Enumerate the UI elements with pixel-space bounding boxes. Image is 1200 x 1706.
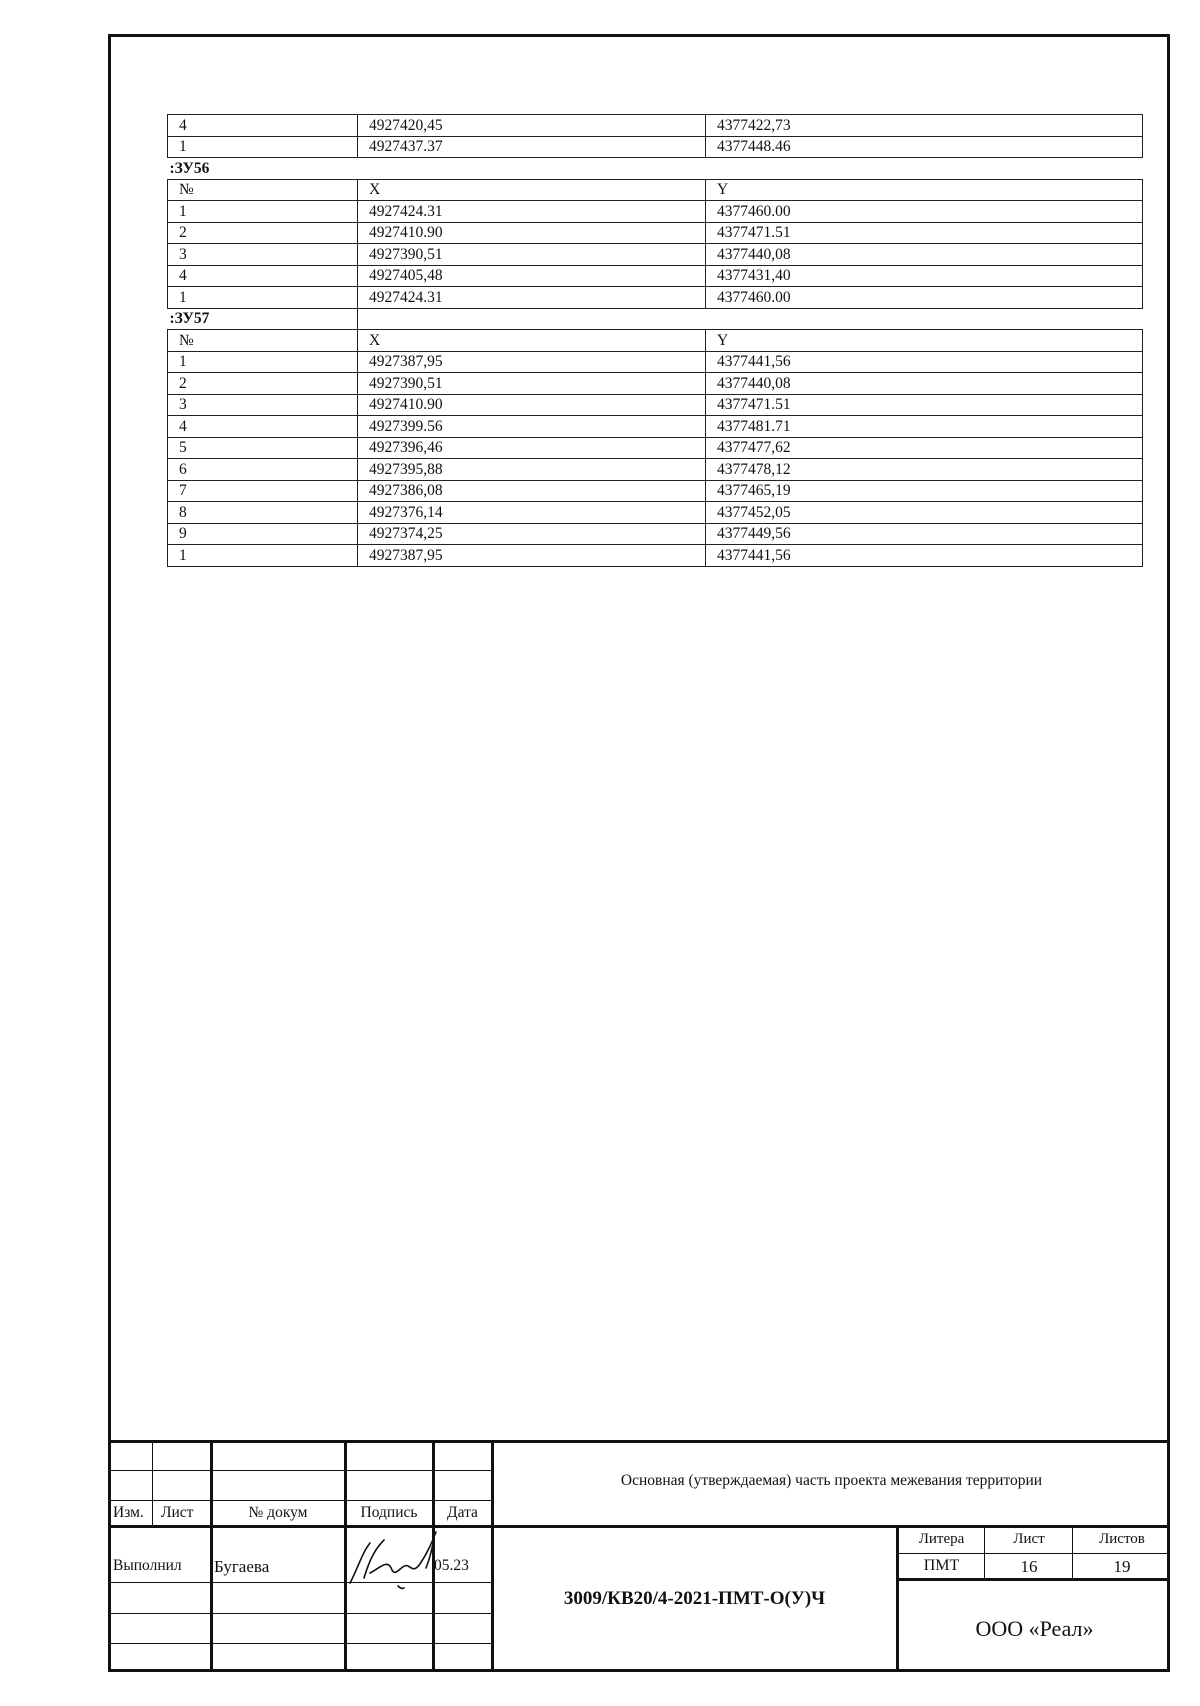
stamp-top-border [108, 1440, 1170, 1443]
point-number: 2 [168, 373, 358, 395]
coord-y: 4377460.00 [706, 201, 1143, 223]
section-title: :ЗУ57 [168, 308, 358, 330]
litera-value: ПМТ [923, 1557, 960, 1574]
stamp-divider [210, 1440, 213, 1672]
table-row [168, 502, 1143, 524]
table-row [168, 523, 1143, 545]
label-izm: Изм. [113, 1504, 144, 1521]
point-number: 1 [168, 136, 358, 158]
label-doc-number: № докум [248, 1504, 308, 1521]
header-number: № [168, 330, 358, 352]
total-sheets: 19 [1113, 1557, 1131, 1576]
coord-x: 4927410.90 [358, 394, 706, 416]
table-row [168, 287, 1143, 309]
coord-x: 4927390,51 [358, 373, 706, 395]
table-row [168, 222, 1143, 244]
header-y: Y [706, 330, 1143, 352]
coord-y: 4377449,56 [706, 523, 1143, 545]
coord-x: 4927405,48 [358, 265, 706, 287]
point-number: 1 [168, 351, 358, 373]
table-row [168, 480, 1143, 502]
header-x: X [358, 330, 706, 352]
point-number: 1 [168, 287, 358, 309]
coord-y: 4377460.00 [706, 287, 1143, 309]
coord-y: 4377440,08 [706, 373, 1143, 395]
point-number: 8 [168, 502, 358, 524]
sheets-label: Листов [1099, 1531, 1145, 1547]
table-header [168, 330, 1143, 352]
table-row [168, 373, 1143, 395]
table-row [168, 394, 1143, 416]
point-number: 6 [168, 459, 358, 481]
sheet-label: Лист [1013, 1531, 1045, 1547]
sheet-number: 16 [1020, 1557, 1038, 1576]
point-number: 7 [168, 480, 358, 502]
coord-x: 4927399.56 [358, 416, 706, 438]
section-title: :ЗУ56 [168, 158, 1143, 180]
coord-x: 4927424.31 [358, 287, 706, 309]
coord-y: 4377471.51 [706, 394, 1143, 416]
table-row [168, 201, 1143, 223]
coord-x: 4927396,46 [358, 437, 706, 459]
table-row [168, 459, 1143, 481]
point-number: 2 [168, 222, 358, 244]
stamp-divider [898, 1553, 1170, 1554]
stamp-divider [152, 1440, 153, 1525]
header-x: X [358, 179, 706, 201]
coord-y: 4377478,12 [706, 459, 1143, 481]
table-row [168, 437, 1143, 459]
point-number: 3 [168, 244, 358, 266]
stamp-divider [108, 1500, 493, 1501]
performed-label: Выполнил [113, 1557, 182, 1574]
header-number: № [168, 179, 358, 201]
table-row [168, 136, 1143, 158]
coord-y: 4377452,05 [706, 502, 1143, 524]
coord-x: 4927374,25 [358, 523, 706, 545]
stamp-divider [898, 1578, 1170, 1581]
point-number: 4 [168, 265, 358, 287]
point-number: 1 [168, 201, 358, 223]
coord-x: 4927386,08 [358, 480, 706, 502]
coord-x: 4927387,95 [358, 545, 706, 567]
label-signature: Подпись [360, 1504, 418, 1521]
header-y: Y [706, 179, 1143, 201]
table-row [168, 244, 1143, 266]
coord-x: 4927420,45 [358, 115, 706, 137]
coord-x: 4927390,51 [358, 244, 706, 266]
table-row [168, 265, 1143, 287]
document-code: 3009/КВ20/4-2021-ПМТ-О(У)Ч [563, 1588, 826, 1609]
performed-date: 05.23 [434, 1557, 469, 1574]
table-row [168, 351, 1143, 373]
table-header [168, 179, 1143, 201]
label-list: Лист [161, 1504, 194, 1521]
stamp-divider [108, 1613, 493, 1614]
table-row [168, 416, 1143, 438]
coord-y: 4377441,56 [706, 351, 1143, 373]
coord-y: 4377422,73 [706, 115, 1143, 137]
coord-x: 4927395,88 [358, 459, 706, 481]
coord-x: 4927376,14 [358, 502, 706, 524]
section-title-row [168, 308, 1143, 330]
table-row [168, 545, 1143, 567]
section-title-row [168, 158, 1143, 180]
signature-image [340, 1528, 450, 1598]
coord-x: 4927387,95 [358, 351, 706, 373]
stamp-divider [108, 1525, 1170, 1528]
stamp-divider [108, 1643, 493, 1644]
coordinates-table [167, 114, 1143, 567]
coord-y: 4377465,19 [706, 480, 1143, 502]
coord-y: 4377440,08 [706, 244, 1143, 266]
coord-y: 4377441,56 [706, 545, 1143, 567]
organization-name: ООО «Реал» [975, 1616, 1094, 1641]
coord-x: 4927410.90 [358, 222, 706, 244]
coord-y: 4377448.46 [706, 136, 1143, 158]
coord-y: 4377477,62 [706, 437, 1143, 459]
coord-y: 4377431,40 [706, 265, 1143, 287]
performer-name: Бугаева [214, 1557, 270, 1576]
point-number: 3 [168, 394, 358, 416]
litera-label: Литера [918, 1531, 965, 1547]
section-title-spacer [358, 308, 1143, 330]
table-row [168, 115, 1143, 137]
point-number: 4 [168, 416, 358, 438]
coord-x: 4927437.37 [358, 136, 706, 158]
coord-y: 4377481.71 [706, 416, 1143, 438]
coord-x: 4927424.31 [358, 201, 706, 223]
point-number: 9 [168, 523, 358, 545]
point-number: 4 [168, 115, 358, 137]
label-date: Дата [447, 1504, 478, 1521]
document-description: Основная (утверждаемая) часть проекта межевания территории [620, 1472, 1043, 1489]
coord-y: 4377471.51 [706, 222, 1143, 244]
stamp-divider [108, 1470, 493, 1471]
point-number: 1 [168, 545, 358, 567]
point-number: 5 [168, 437, 358, 459]
